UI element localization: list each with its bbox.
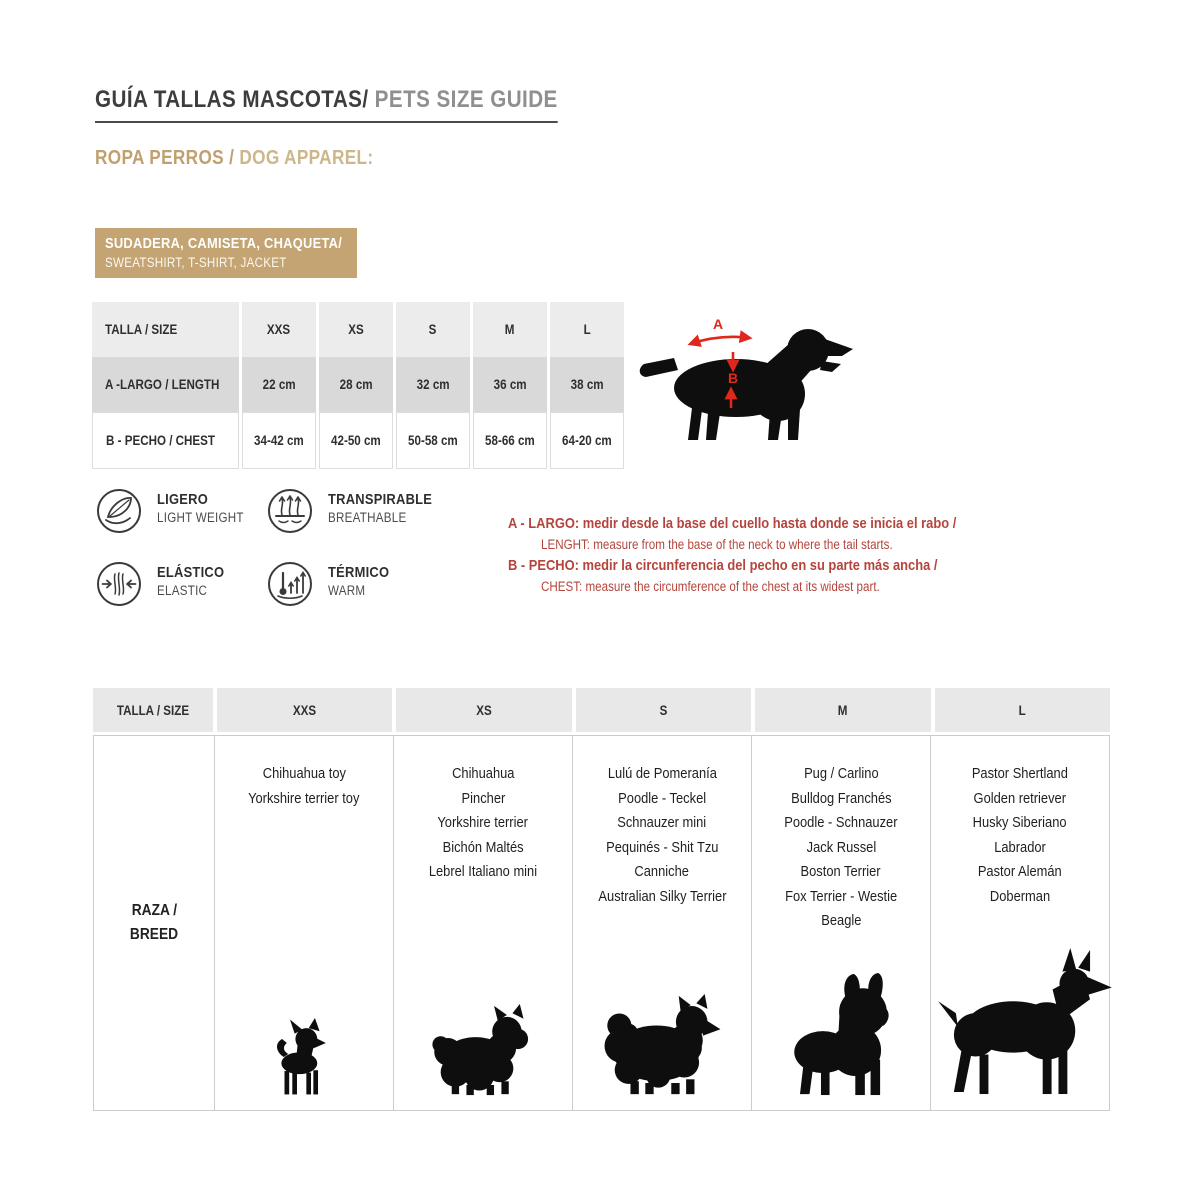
breed-cell-xxs [214,736,393,1110]
size-table-header-cell: M [473,302,547,357]
chest-value-cell: 64-20 cm [550,412,624,469]
breed-name: Pequinés - Shit Tzu [605,838,719,856]
feature-sublabel: LIGHT WEIGHT [157,509,244,525]
breed-name: Boston Terrier [800,863,882,880]
length-value-cell: 32 cm [396,357,470,412]
breed-name: Bichón Maltés [442,838,524,856]
arrow-b-label: B [727,370,739,386]
subtitle-spanish: ROPA PERROS / [95,147,240,169]
feature-lightweight [95,487,258,535]
breed-name: Pincher [461,789,505,807]
breed-name: Chihuahua [451,765,515,782]
breed-name: Pastor Shertland [971,765,1069,782]
feature-label: LIGERO [157,491,209,508]
breed-cell-xs [393,736,572,1110]
breed-name: Poodle - Teckel [618,789,706,807]
row-label-cell: B - PECHO / CHEST [92,412,239,469]
length-row [92,357,624,412]
breed-name: Lulú de Pomeranía [607,765,717,782]
dog-measure-diagram [636,312,868,446]
feature-breathable [266,487,449,535]
feather-icon [95,487,143,535]
note-a-english: LENGHT: measure from the base of the neck to where the tail starts. [541,537,893,552]
breed-table [93,688,1110,1111]
chest-value-cell: 42-50 cm [319,412,393,469]
breed-name: Jack Russel [806,838,876,856]
breed-name: Pug / Carlino [803,765,879,782]
page-header [95,86,633,123]
title-english: PETS SIZE GUIDE [368,86,558,113]
breed-name: Golden retriever [973,789,1067,807]
elastic-icon [95,560,143,608]
breed-table-header-cell: XXS [213,688,392,732]
size-table-header-cell: TALLA / SIZE [92,302,239,357]
row-label-cell: A -LARGO / LENGTH [92,357,239,412]
breed-table-header-cell: TALLA / SIZE [93,688,213,732]
feature-label: TÉRMICO [328,564,390,581]
breathable-icon [266,487,314,535]
feature-warm [266,560,399,608]
feature-sublabel: BREATHABLE [328,509,407,525]
breed-cell-m [751,736,930,1110]
labrador-silhouette [636,312,868,446]
french-bulldog-silhouette [779,972,903,1096]
breed-table-header-cell: S [572,688,751,732]
breed-name: Bulldog Franchés [790,789,892,807]
feature-sublabel: WARM [328,582,366,598]
arrow-a-label: A [712,316,724,332]
size-table-header-cell: XS [319,302,393,357]
feature-label: TRANSPIRABLE [328,491,433,508]
note-b-english: CHEST: measure the circumference of the chest at its widest part. [541,579,880,594]
page-subtitle [95,147,419,170]
breed-table-header-cell: XS [392,688,571,732]
measure-notes [508,513,1029,597]
note-b-spanish: B - PECHO: medir la circunferencia del pecho en su parte más ancha / [508,557,938,574]
length-value-cell: 22 cm [242,357,316,412]
breed-row-label-cell [94,736,214,1110]
breed-name: Yorkshire terrier [437,814,529,831]
breed-name: Doberman [989,887,1051,905]
length-value-cell: 38 cm [550,357,624,412]
breed-table-header-cell: L [931,688,1110,732]
breed-name: Yorkshire terrier toy [248,789,360,807]
breed-name: Lebrel Italiano mini [428,863,538,880]
breed-name: Pastor Alemán [978,863,1062,880]
breed-label: BREED [129,926,179,943]
chest-value-cell: 50-58 cm [396,412,470,469]
size-table-header-cell: XXS [242,302,316,357]
subtitle-english: DOG APPAREL: [239,147,374,169]
chest-row [92,412,624,469]
breed-name: Labrador [994,838,1046,856]
category-box [95,228,357,278]
chest-value-cell: 34-42 cm [242,412,316,469]
breed-name: Schnauzer mini [617,814,707,831]
breed-name: Chihuahua toy [262,765,346,782]
length-value-cell: 28 cm [319,357,393,412]
thermometer-icon [266,560,314,608]
category-line-es: SUDADERA, CAMISETA, CHAQUETA/ [105,235,343,252]
size-table-header-row [92,302,624,357]
size-table-header-cell: S [396,302,470,357]
title-spanish: GUÍA TALLAS MASCOTAS/ [95,86,369,113]
chihuahua-silhouette [265,1018,343,1096]
breed-name: Husky Siberiano [973,814,1067,831]
breed-name: Australian Silky Terrier [597,887,727,905]
length-value-cell: 36 cm [473,357,547,412]
breed-name: Fox Terrier - Westie [784,887,898,905]
note-a-spanish: A - LARGO: medir desde la base del cuello hasta donde se inicia el rabo / [508,515,957,532]
breed-table-body-row [93,735,1110,1111]
breed-name: Poodle - Schnauzer [784,814,898,831]
doberman-silhouette [926,948,1114,1096]
breed-name: Beagle [820,912,862,929]
breed-table-header-row [93,688,1110,732]
chest-value-cell: 58-66 cm [473,412,547,469]
breed-cell-s [572,736,751,1110]
breed-table-header-cell: M [751,688,930,732]
feature-elastic [95,560,235,608]
page-title [95,86,633,123]
breed-cell-l [930,736,1109,1110]
size-table-header-cell: L [550,302,624,357]
size-table [89,302,627,469]
breed-name: Canniche [634,863,690,880]
raza-label: RAZA / [131,902,177,919]
category-line-en: SWEATSHIRT, T-SHIRT, JACKET [105,254,287,270]
pomeranian-silhouette [597,994,727,1096]
yorkshire-terrier-silhouette [424,1004,542,1096]
feature-sublabel: ELASTIC [157,582,208,598]
feature-label: ELÁSTICO [157,564,225,581]
